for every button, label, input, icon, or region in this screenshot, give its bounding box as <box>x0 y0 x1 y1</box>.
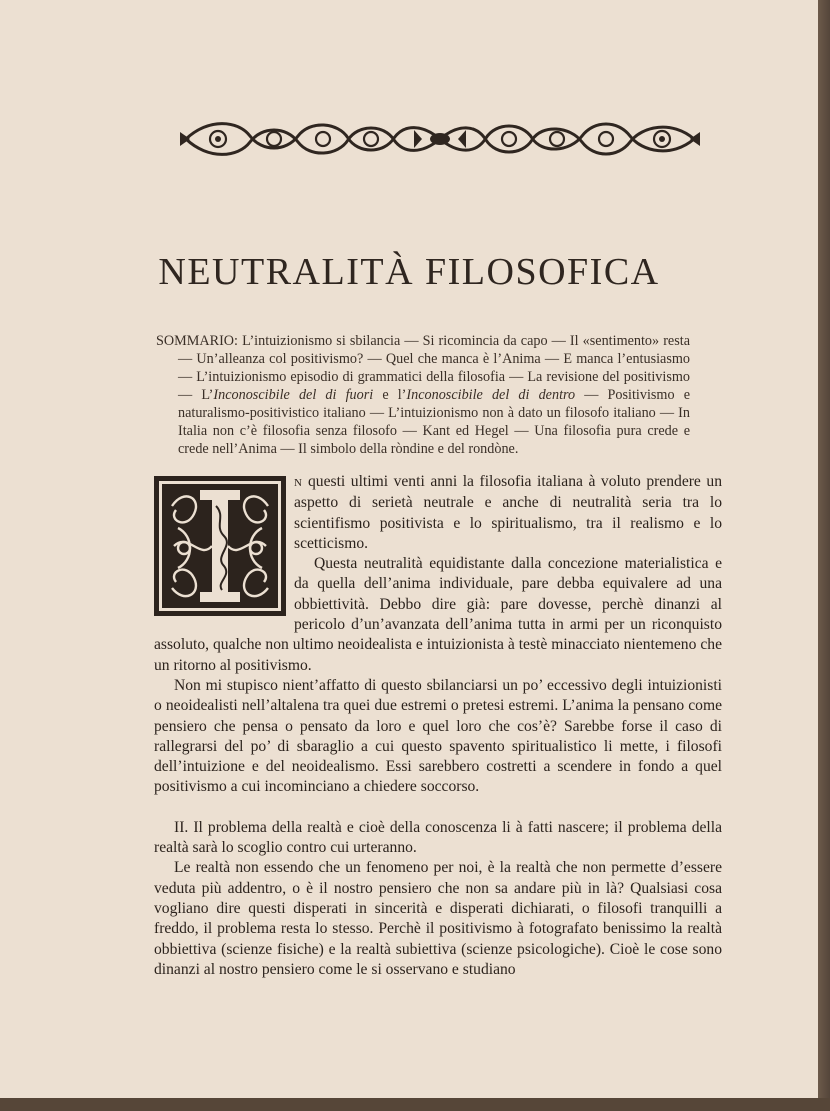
summary-text-1: L’intuizionismo si sbilancia — Si ricomincia da capo — Il «sentimento» resta — Un’alleanza col positivismo? — Quel che manca è l’Anima — E manca l’entusiasmo — L’intuizionismo episodio di grammatici della filosofia — La revisione del positivismo — L’ <box>178 333 690 403</box>
book-edge-bottom <box>0 1098 830 1111</box>
paragraph-1-text: questi ultimi venti anni la filosofia italiana à voluto prendere un aspetto di serietà neutrale e anche di neutralità seria tra lo scientifismo positivista e lo spiritualismo, tra il realismo e lo scetticismo. <box>294 473 722 552</box>
summary-italic-2: Inconoscibile del di dentro <box>406 387 576 403</box>
summary-label: SOMMARIO: <box>156 333 238 349</box>
summary-text-3: — Positivismo e naturalismo-positivistico italiano — L’intuizionismo non à dato un filosofo italiano — In Italia non c’è filosofia senza filosofo — Kant ed Hegel — Una filosofia pura crede e crede nell’Anima — Il simbolo della ròndine e del rondòne. <box>178 387 690 457</box>
decorative-vine-ornament <box>178 112 702 166</box>
paragraph-4: II. Il problema della realtà e cioè della conoscenza li à fatti nascere; il problema della realtà sarà lo scoglio contro cui urteranno. <box>154 818 722 857</box>
page-title: NEUTRALITÀ FILOSOFICA <box>158 251 660 293</box>
decorated-initial-icon <box>154 476 286 616</box>
paragraph-5: Le realtà non essendo che un fenomeno per noi, è la realtà che non permette d’essere veduta più addentro, o è il nostro pensiero che non sa andare più in là? Qualsiasi cosa vogliano dire questi disperati in sincerità e disperati dichiarati, o filosofi tranquilli a freddo, il problema resta lo stesso. Perchè il positivismo à fotografato benissimo la realtà obbiettiva (scienze fisiche) e la realtà subiettiva (scienze psicologiche). Cioè le cose sono dinanzi al nostro pensiero come le si osservano e studiano <box>154 859 722 978</box>
body-text <box>154 472 722 980</box>
svg-text:I: I <box>220 602 222 607</box>
book-edge-right <box>818 0 830 1111</box>
summary-block <box>156 332 690 458</box>
paragraph-1-lead: N <box>294 477 303 489</box>
summary-text-2: e l’ <box>373 387 407 403</box>
paragraph-3: Non mi stupisco nient’affatto di questo sbilanciarsi un po’ eccessivo degli intuizionisti o neoidealisti nell’altalena tra quei due estremi o pretesi estremi. L’anima la pensano come pensiero che pensa o pensato da loro e quel loro che cos’è? Sarebbe forse il caso di rallegrarsi del po’ di sbaraglio a cui questo spavento spiritualistico li mette, i filosofi dell’intuizione e del neoidealismo. Essi sarebbero costretti a scendere in fondo a quel positivismo a cui incominciano a chiedere soccorso. <box>154 676 722 796</box>
paragraph-2: Questa neutralità equidistante dalla concezione materialistica e da quella dell’anima individuale, pare debba equivalere ad una obbiettività. Debbo dire già: pare dovesse, perchè dinanzi al pericolo d’un’avanzata dell’anima tutta in armi per un riconquisto assoluto, qualche non ultimo neoidealista e intuizionista à testè minacciato nientemeno che un ritorno al positivismo. <box>154 555 722 674</box>
summary-italic-1: Inconoscibile del di fuori <box>213 387 374 403</box>
